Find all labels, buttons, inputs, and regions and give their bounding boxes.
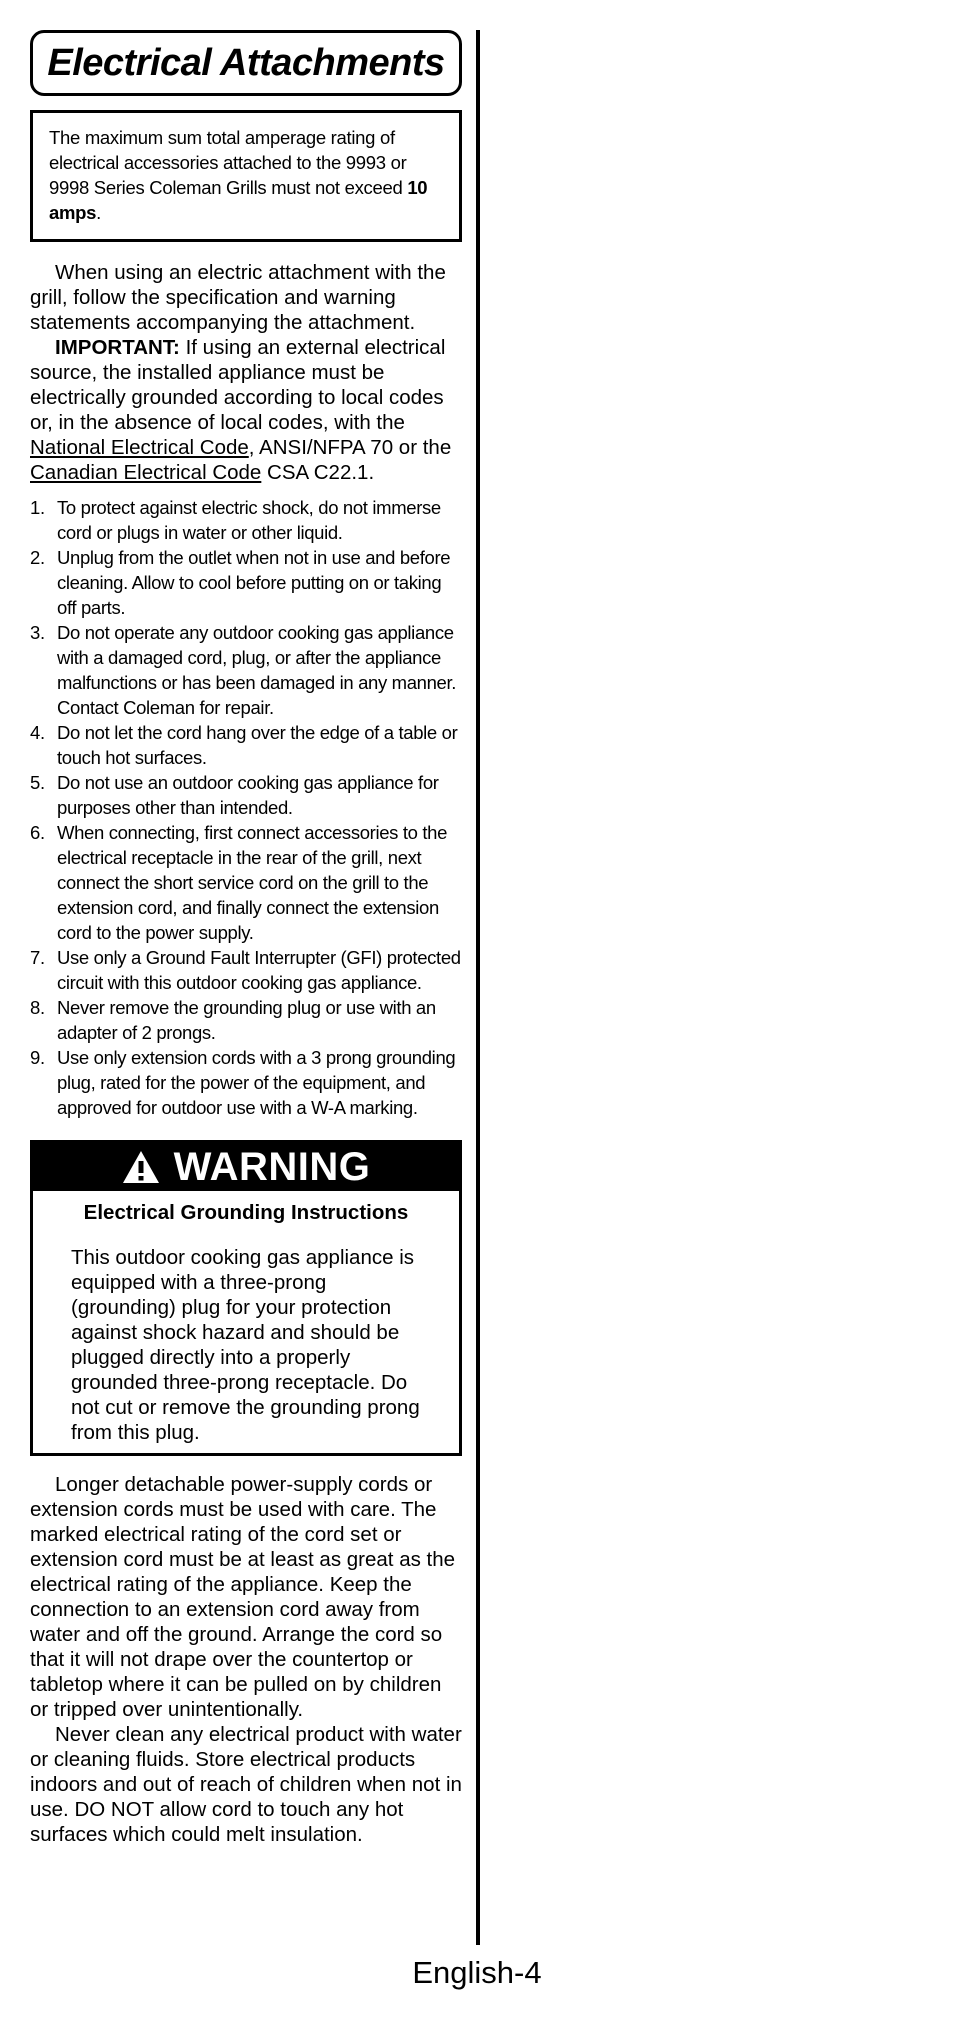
cord-care-paragraph: Longer detachable power-supply cords or extension cords must be used with care. The marked electrical rating of the cord set or extension cord must be at least as great as the electrical rating of the appliance. Keep the connection to an extension cord away from water and off the ground. Arrange the cord so that it will not drape over the countertop or tabletop where it can be pulled on by children or tripped over unintentionally. xyxy=(30,1473,456,1721)
cec-reference: Canadian Electrical Code xyxy=(30,461,262,484)
warning-triangle-icon xyxy=(122,1150,160,1184)
list-item xyxy=(30,995,462,1045)
list-item xyxy=(30,1045,462,1120)
step-number: 4. xyxy=(30,722,45,743)
step-number: 5. xyxy=(30,772,45,793)
left-column xyxy=(30,30,462,1847)
list-item xyxy=(30,720,462,770)
important-text-b: , ANSI/NFPA 70 or the xyxy=(248,436,452,459)
step-text: Use only extension cords with a 3 prong grounding plug, rated for the power of the equipment, and approved for outdoor use with a W-A marking. xyxy=(57,1047,456,1118)
important-text-c: CSA C22.1. xyxy=(261,461,375,484)
step-text: Use only a Ground Fault Interrupter (GFI) protected circuit with this outdoor cooking gas appliance. xyxy=(57,947,461,993)
list-item xyxy=(30,620,462,720)
step-text: Unplug from the outlet when not in use and before cleaning. Allow to cool before putting on or taking off parts. xyxy=(57,547,451,618)
nec-reference: National Electrical Code xyxy=(30,436,249,459)
important-paragraph xyxy=(30,335,462,485)
list-item xyxy=(30,545,462,620)
amperage-notice-end: . xyxy=(96,202,101,223)
safety-steps-list xyxy=(30,495,462,1120)
list-item xyxy=(30,770,462,820)
step-text: Do not use an outdoor cooking gas appliance for purposes other than intended. xyxy=(57,772,439,818)
step-text: Do not operate any outdoor cooking gas appliance with a damaged cord, plug, or after the appliance malfunctions or has been damaged in any manner. Contact Coleman for repair. xyxy=(57,622,457,718)
list-item xyxy=(30,495,462,545)
amperage-notice-text: The maximum sum total amperage rating of electrical accessories attached to the 9993 or 9998 Series Coleman Grills must not exceed xyxy=(49,127,408,198)
step-text: Do not let the cord hang over the edge of a table or touch hot surfaces. xyxy=(57,722,458,768)
warning-box xyxy=(30,1140,462,1456)
section-title: Electrical Attachments xyxy=(47,41,445,84)
important-text-a: If using an external electrical source, the installed appliance must be electrically grounded according to local codes or, in the absence of local codes, with the xyxy=(30,336,446,434)
step-number: 8. xyxy=(30,997,45,1018)
step-number: 7. xyxy=(30,947,45,968)
list-item xyxy=(30,945,462,995)
page-number: English-4 xyxy=(412,1955,542,1990)
amperage-limit: 10 amps xyxy=(49,177,428,223)
step-number: 6. xyxy=(30,822,45,843)
section-title-box xyxy=(30,30,462,96)
warning-label: WARNING xyxy=(173,1144,371,1189)
important-label: IMPORTANT: xyxy=(55,336,180,359)
step-text: Never remove the grounding plug or use with an adapter of 2 prongs. xyxy=(57,997,436,1043)
warning-header xyxy=(33,1143,459,1191)
step-text: To protect against electric shock, do not immerse cord or plugs in water or other liquid. xyxy=(57,497,441,543)
list-item xyxy=(30,820,462,945)
intro-paragraph: When using an electric attachment with the grill, follow the specification and warning statements accompanying the attachment. xyxy=(30,261,446,334)
step-number: 3. xyxy=(30,622,45,643)
cleaning-paragraph: Never clean any electrical product with water or cleaning fluids. Store electrical products indoors and out of reach of children when not in use. DO NOT allow cord to touch any hot surfaces which could melt insulation. xyxy=(30,1723,462,1846)
step-number: 2. xyxy=(30,547,45,568)
step-text: When connecting, first connect accessories to the electrical receptacle in the rear of the grill, next connect the short service cord on the grill to the extension cord, and finally connect the extension cord to the power supply. xyxy=(57,822,448,943)
warning-body: This outdoor cooking gas appliance is equipped with a three-prong (grounding) plug for your protection against shock hazard and should be plugged directly into a properly grounded three-prong receptacle. Do not cut or remove the grounding prong from this plug. xyxy=(71,1246,420,1444)
step-number: 1. xyxy=(30,497,45,518)
warning-subtitle: Electrical Grounding Instructions xyxy=(83,1201,409,1224)
amperage-notice-box xyxy=(30,110,462,242)
step-number: 9. xyxy=(30,1047,45,1068)
column-divider xyxy=(476,30,480,1945)
